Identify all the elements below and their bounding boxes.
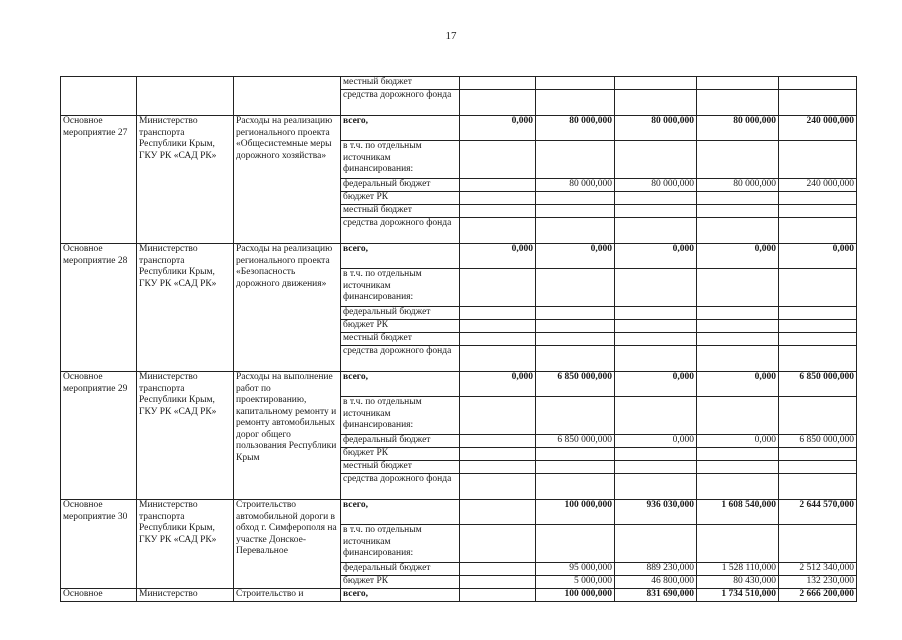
value-cell: 936 030,000 bbox=[615, 500, 697, 525]
source-label: бюджет РК bbox=[341, 320, 460, 333]
table-row bbox=[61, 589, 857, 602]
value-cell: 80 430,000 bbox=[697, 576, 779, 589]
description-cell: Строительство автомобильной дороги в обход г. Симферополя на участке Донское-Перевальное bbox=[234, 500, 341, 589]
value-cell: 6 850 000,000 bbox=[536, 372, 615, 397]
value-cell: 6 850 000,000 bbox=[779, 435, 857, 448]
page-number: 17 bbox=[445, 30, 457, 42]
measure-cell: Основное мероприятие 29 bbox=[61, 372, 137, 500]
value-cell: 0,000 bbox=[536, 244, 615, 269]
source-label: в т.ч. по отдельным источникам финансирования: bbox=[341, 141, 460, 179]
executor-cell: Министерство bbox=[137, 589, 234, 602]
source-label: средства дорожного фонда bbox=[341, 218, 460, 244]
value-cell: 132 230,000 bbox=[779, 576, 857, 589]
executor-cell: Министерство транспорта Республики Крым, ГКУ РК «САД РК» bbox=[137, 372, 234, 500]
value-cell bbox=[460, 589, 536, 602]
source-label: федеральный бюджет bbox=[341, 435, 460, 448]
value-cell: 0,000 bbox=[697, 435, 779, 448]
value-cell: 1 734 510,000 bbox=[697, 589, 779, 602]
table-row bbox=[61, 77, 857, 90]
value-cell: 80 000,000 bbox=[615, 179, 697, 192]
measure-cell: Основное мероприятие 30 bbox=[61, 500, 137, 589]
value-cell: 95 000,000 bbox=[536, 563, 615, 576]
value-cell bbox=[460, 563, 536, 576]
source-label: в т.ч. по отдельным источникам финансирования: bbox=[341, 397, 460, 435]
source-label: в т.ч. по отдельным источникам финансирования: bbox=[341, 269, 460, 307]
value-cell: 0,000 bbox=[697, 372, 779, 397]
value-cell: 240 000,000 bbox=[779, 179, 857, 192]
value-cell: 0,000 bbox=[779, 244, 857, 269]
value-cell bbox=[460, 179, 536, 192]
value-cell bbox=[460, 500, 536, 525]
source-label: в т.ч. по отдельным источникам финансирования: bbox=[341, 525, 460, 563]
measure-cell: Основное мероприятие 28 bbox=[61, 244, 137, 372]
value-cell: 100 000,000 bbox=[536, 589, 615, 602]
value-cell: 1 528 110,000 bbox=[697, 563, 779, 576]
description-cell: Расходы на реализацию регионального проекта «Безопасность дорожного движения» bbox=[234, 244, 341, 372]
source-label: средства дорожного фонда bbox=[341, 346, 460, 372]
value-cell: 0,000 bbox=[697, 244, 779, 269]
value-cell: 0,000 bbox=[460, 116, 536, 141]
value-cell: 5 000,000 bbox=[536, 576, 615, 589]
source-label: средства дорожного фонда bbox=[341, 90, 460, 116]
source-label: федеральный бюджет bbox=[341, 563, 460, 576]
value-cell: 2 512 340,000 bbox=[779, 563, 857, 576]
measure-cell: Основное bbox=[61, 589, 137, 602]
source-label: всего, bbox=[341, 372, 460, 397]
measure-cell: Основное мероприятие 27 bbox=[61, 116, 137, 244]
value-cell: 889 230,000 bbox=[615, 563, 697, 576]
description-cell: Расходы на реализацию регионального проекта «Общесистемные меры дорожного хозяйства» bbox=[234, 116, 341, 244]
source-label: всего, bbox=[341, 244, 460, 269]
budget-table bbox=[60, 76, 857, 602]
source-label: бюджет РК bbox=[341, 576, 460, 589]
value-cell: 240 000,000 bbox=[779, 116, 857, 141]
executor-cell: Министерство транспорта Республики Крым, ГКУ РК «САД РК» bbox=[137, 500, 234, 589]
value-cell: 80 000,000 bbox=[615, 116, 697, 141]
table-row bbox=[61, 244, 857, 269]
source-label: местный бюджет bbox=[341, 77, 460, 90]
source-label: бюджет РК bbox=[341, 192, 460, 205]
value-cell: 831 690,000 bbox=[615, 589, 697, 602]
source-label: всего, bbox=[341, 500, 460, 525]
table-row bbox=[61, 372, 857, 397]
source-label: федеральный бюджет bbox=[341, 179, 460, 192]
value-cell: 80 000,000 bbox=[697, 116, 779, 141]
value-cell bbox=[460, 435, 536, 448]
value-cell: 0,000 bbox=[615, 244, 697, 269]
value-cell: 1 608 540,000 bbox=[697, 500, 779, 525]
value-cell: 80 000,000 bbox=[536, 179, 615, 192]
value-cell: 2 644 570,000 bbox=[779, 500, 857, 525]
source-label: всего, bbox=[341, 589, 460, 602]
source-label: средства дорожного фонда bbox=[341, 474, 460, 500]
value-cell: 6 850 000,000 bbox=[779, 372, 857, 397]
table-row bbox=[61, 116, 857, 141]
value-cell: 0,000 bbox=[460, 372, 536, 397]
source-label: всего, bbox=[341, 116, 460, 141]
value-cell: 0,000 bbox=[460, 244, 536, 269]
source-label: местный бюджет bbox=[341, 205, 460, 218]
value-cell: 2 666 200,000 bbox=[779, 589, 857, 602]
executor-cell: Министерство транспорта Республики Крым, ГКУ РК «САД РК» bbox=[137, 244, 234, 372]
value-cell: 0,000 bbox=[615, 372, 697, 397]
description-cell: Расходы на выполнение работ по проектированию, капитальному ремонту и ремонту автомобильных дорог общего пользования Республики Крым bbox=[234, 372, 341, 500]
value-cell bbox=[460, 576, 536, 589]
value-cell: 0,000 bbox=[615, 435, 697, 448]
source-label: федеральный бюджет bbox=[341, 307, 460, 320]
value-cell: 6 850 000,000 bbox=[536, 435, 615, 448]
executor-cell bbox=[137, 77, 234, 116]
description-cell bbox=[234, 77, 341, 116]
measure-cell bbox=[61, 77, 137, 116]
value-cell: 100 000,000 bbox=[536, 500, 615, 525]
description-cell: Строительство и bbox=[234, 589, 341, 602]
value-cell: 80 000,000 bbox=[697, 179, 779, 192]
source-label: бюджет РК bbox=[341, 448, 460, 461]
value-cell: 46 800,000 bbox=[615, 576, 697, 589]
value-cell: 80 000,000 bbox=[536, 116, 615, 141]
source-label: местный бюджет bbox=[341, 461, 460, 474]
executor-cell: Министерство транспорта Республики Крым, ГКУ РК «САД РК» bbox=[137, 116, 234, 244]
table-row bbox=[61, 500, 857, 525]
source-label: местный бюджет bbox=[341, 333, 460, 346]
